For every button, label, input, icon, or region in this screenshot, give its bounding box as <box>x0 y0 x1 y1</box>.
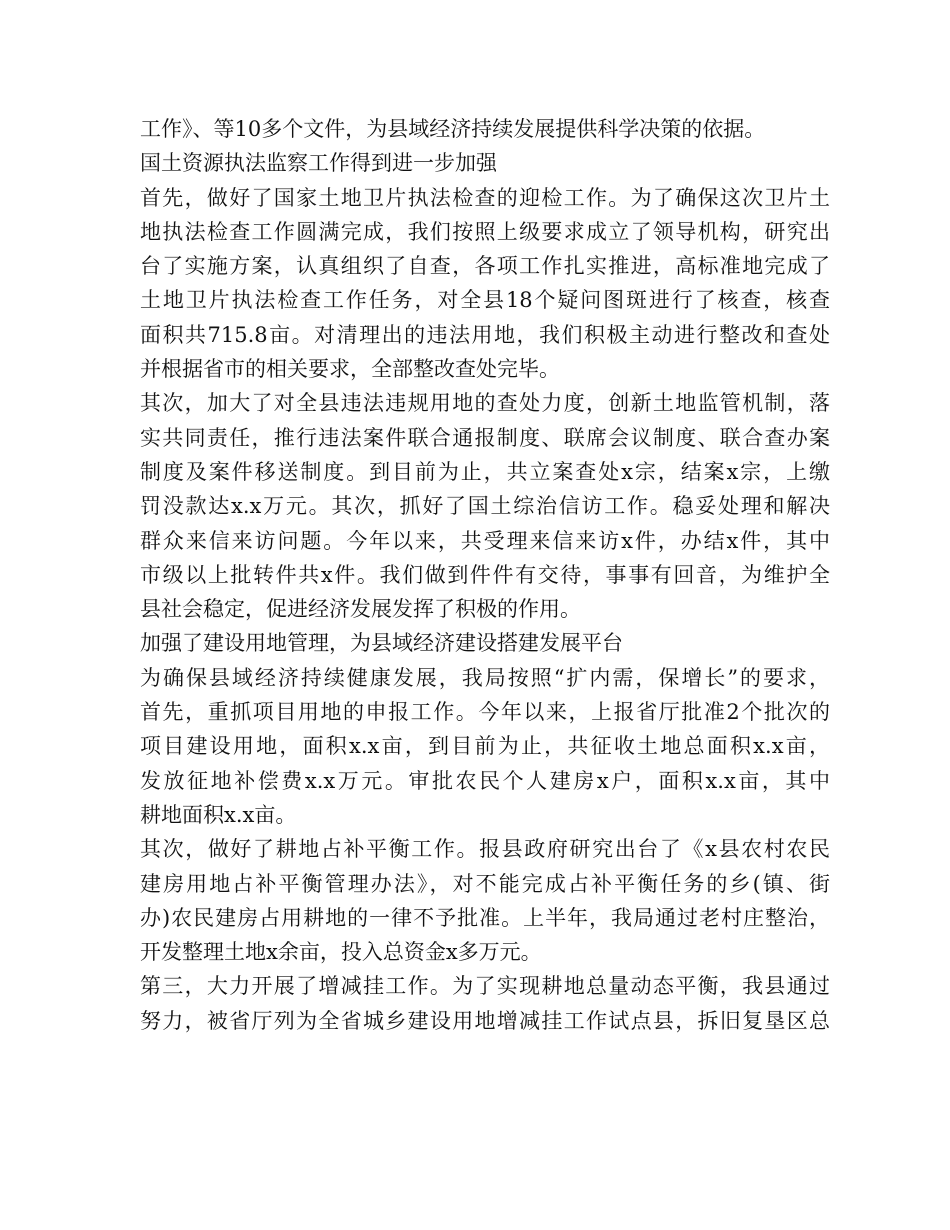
text-line: 实共同责任，推行违法案件联合通报制度、联席会议制度、联合查办案 <box>140 425 830 450</box>
document-body <box>140 112 830 1038</box>
text-line: 罚没款达x.x万元。其次，抓好了国土综治信访工作。稳妥处理和解决 <box>140 494 830 519</box>
section-heading: 国土资源执法监察工作得到进一步加强 <box>140 151 497 176</box>
text-line: 首先，重抓项目用地的申报工作。今年以来，上报省厅批准2个批次的 <box>140 700 830 725</box>
text-line: 第三，大力开展了增减挂工作。为了实现耕地总量动态平衡，我县通过 <box>140 974 830 999</box>
text-line: 地执法检查工作圆满完成，我们按照上级要求成立了领导机构，研究出 <box>140 219 830 244</box>
text-line: 办)农民建房占用耕地的一律不予批准。上半年，我局通过老村庄整治， <box>140 905 830 930</box>
text-line: 耕地面积x.x亩。 <box>140 802 297 827</box>
text-line: 并根据省市的相关要求，全部整改查处完毕。 <box>140 357 560 382</box>
text-line: 发放征地补偿费x.x万元。审批农民个人建房x户，面积x.x亩，其中 <box>140 768 830 793</box>
text-line: 县社会稳定，促进经济发展发挥了积极的作用。 <box>140 597 581 622</box>
text-line: 为确保县域经济持续健康发展，我局按照“扩内需，保增长”的要求， <box>140 665 830 690</box>
text-line: 市级以上批转件共x件。我们做到件件有交待，事事有回音，为维护全 <box>140 562 830 587</box>
text-line: 其次，加大了对全县违法违规用地的查处力度，创新土地监管机制，落 <box>140 391 830 416</box>
text-line: 台了实施方案，认真组织了自查，各项工作扎实推进，高标准地完成了 <box>140 254 830 279</box>
text-line: 首先，做好了国家土地卫片执法检查的迎检工作。为了确保这次卫片土 <box>140 185 830 210</box>
text-line: 群众来信来访问题。今年以来，共受理来信来访x件，办结x件，其中 <box>140 528 830 553</box>
text-line: 项目建设用地，面积x.x亩，到目前为止，共征收土地总面积x.x亩， <box>140 734 830 759</box>
text-line: 开发整理土地x余亩，投入总资金x多万元。 <box>140 940 542 965</box>
section-heading: 加强了建设用地管理，为县域经济建设搭建发展平台 <box>140 631 623 656</box>
text-line: 建房用地占补平衡管理办法》，对不能完成占补平衡任务的乡(镇、街 <box>140 871 830 896</box>
text-line: 土地卫片执法检查工作任务，对全县18个疑问图斑进行了核查，核查 <box>140 288 830 313</box>
text-line: 其次，做好了耕地占补平衡工作。报县政府研究出台了《x县农村农民 <box>140 837 830 862</box>
text-line: 工作》、等10多个文件，为县域经济持续发展提供科学决策的依据。 <box>140 117 766 141</box>
text-line: 努力，被省厅列为全省城乡建设用地增减挂工作试点县，拆旧复垦区总 <box>140 1008 830 1033</box>
text-line: 面积共715.8亩。对清理出的违法用地，我们积极主动进行整改和查处 <box>140 322 830 347</box>
text-line: 制度及案件移送制度。到目前为止，共立案查处x宗，结案x宗，上缴 <box>140 459 830 484</box>
